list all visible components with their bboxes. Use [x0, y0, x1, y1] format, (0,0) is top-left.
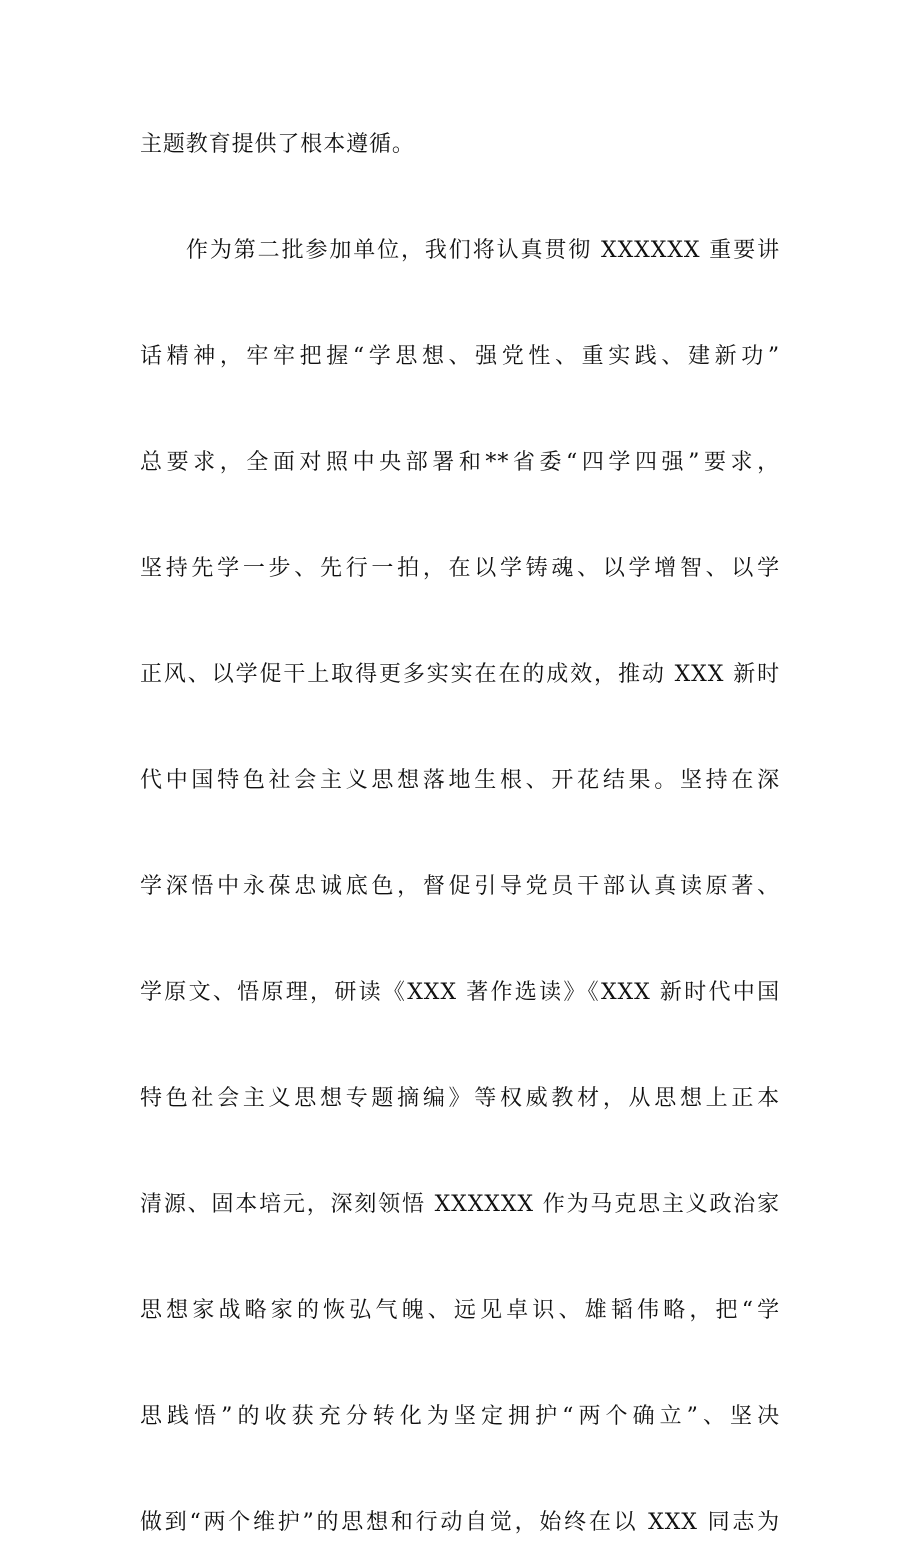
blank-line [140, 1231, 780, 1284]
text-line: 正风、以学促干上取得更多实实在在的成效，推动 XXX 新时 [140, 662, 780, 687]
blank-line [140, 701, 780, 754]
blank-line [140, 807, 780, 860]
blank-line [140, 489, 780, 542]
blank-line [140, 383, 780, 436]
text-line: 总要求，全面对照中央部署和**省委“四学四强”要求， [140, 450, 780, 475]
text-line: 特色社会主义思想专题摘编》等权威教材，从思想上正本 [140, 1086, 780, 1111]
document-body [140, 118, 780, 1549]
blank-line [140, 277, 780, 330]
text-line: 主题教育提供了根本遵循。 [140, 132, 415, 157]
blank-line [140, 1337, 780, 1390]
blank-line [140, 913, 780, 966]
blank-line [140, 1019, 780, 1072]
text-line: 作为第二批参加单位，我们将认真贯彻 XXXXXX 重要讲 [186, 238, 780, 263]
text-line: 学原文、悟原理，研读《XXX 著作选读》《XXX 新时代中国 [140, 980, 780, 1005]
blank-line [140, 1125, 780, 1178]
text-line: 坚持先学一步、先行一拍，在以学铸魂、以学增智、以学 [140, 556, 780, 581]
text-line: 代中国特色社会主义思想落地生根、开花结果。坚持在深 [140, 768, 780, 793]
text-line: 思践悟”的收获充分转化为坚定拥护“两个确立”、坚决 [140, 1404, 780, 1429]
blank-line [140, 171, 780, 224]
text-line: 清源、固本培元，深刻领悟 XXXXXX 作为马克思主义政治家 [140, 1192, 780, 1217]
blank-line [140, 1443, 780, 1496]
text-line: 话精神，牢牢把握“学思想、强党性、重实践、建新功” [140, 344, 780, 369]
text-line: 做到“两个维护”的思想和行动自觉，始终在以 XXX 同志为 [140, 1510, 780, 1535]
text-line: 学深悟中永葆忠诚底色，督促引导党员干部认真读原著、 [140, 874, 780, 899]
blank-line [140, 595, 780, 648]
text-line: 思想家战略家的恢弘气魄、远见卓识、雄韬伟略，把“学 [140, 1298, 780, 1323]
